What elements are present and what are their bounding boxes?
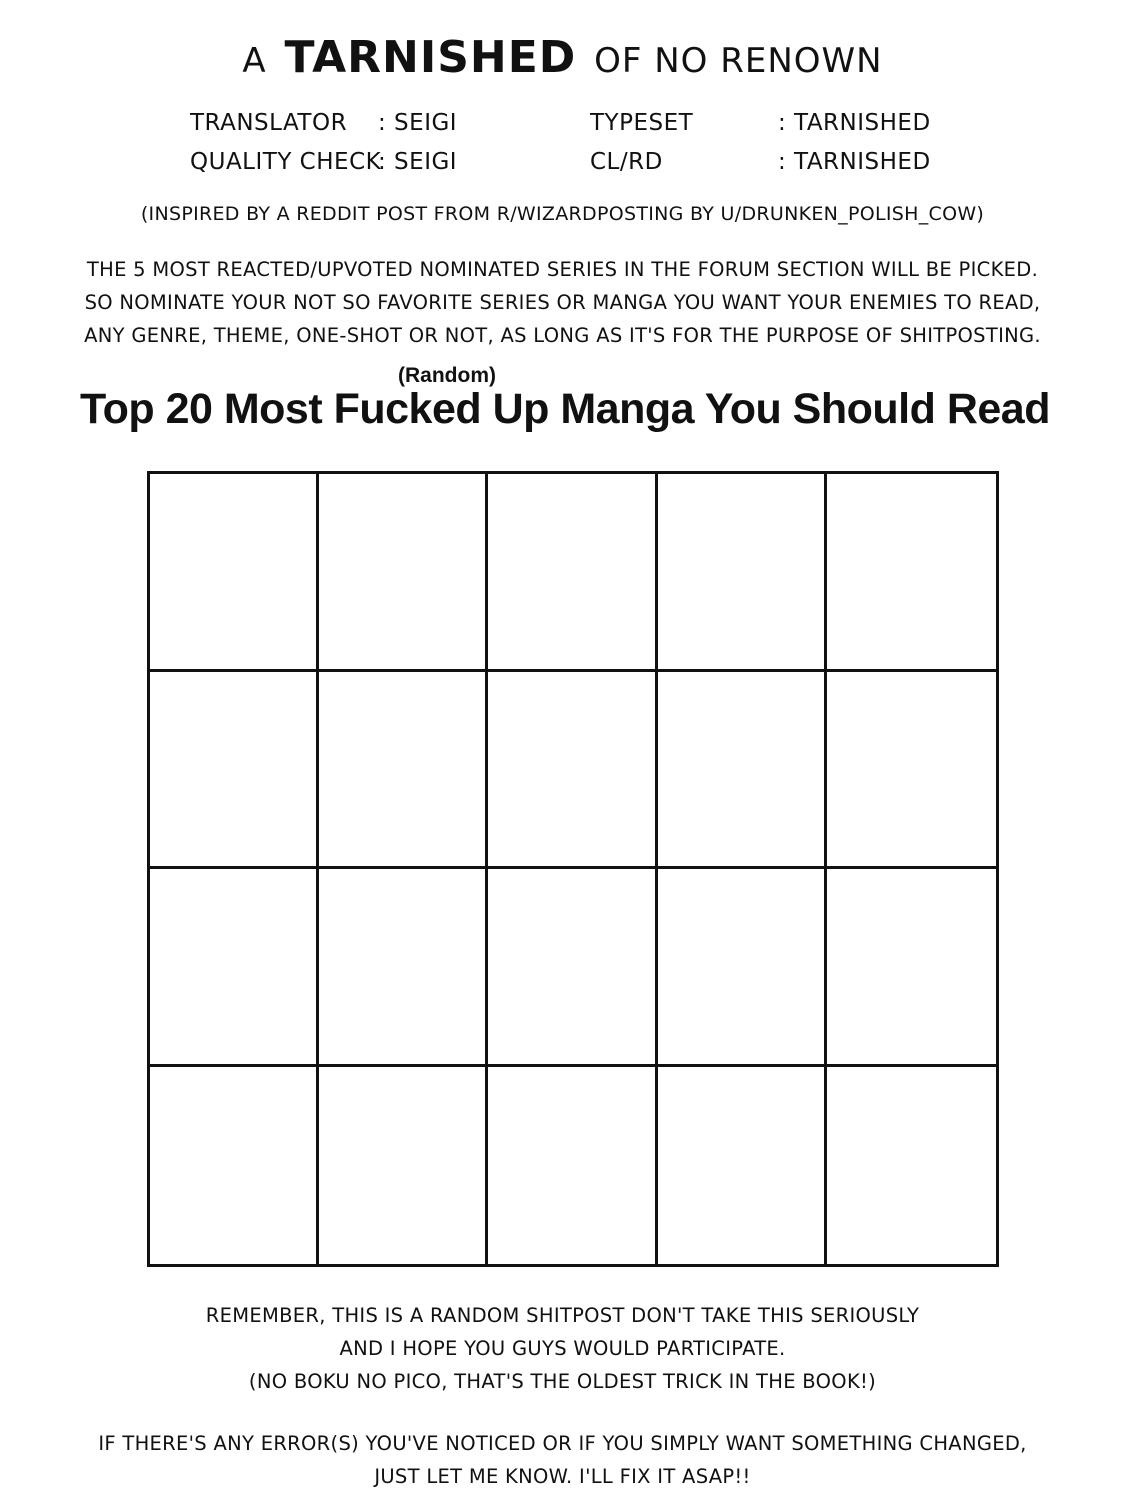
- clrd-label: CL/RD: [590, 149, 663, 175]
- grid-cell: [658, 1067, 827, 1265]
- page-title: [0, 32, 1125, 83]
- grid-cell: [658, 672, 827, 870]
- clrd-value: : TARNISHED: [778, 149, 931, 175]
- grid-cell: [488, 672, 657, 870]
- notice-line-2: SO NOMINATE YOUR NOT SO FAVORITE SERIES OR MANGA YOU WANT YOUR ENEMIES TO READ,: [84, 291, 1041, 314]
- notice-line-3: ANY GENRE, THEME, ONE-SHOT OR NOT, AS LONG AS IT'S FOR THE PURPOSE OF SHITPOSTING.: [84, 324, 1041, 347]
- quality-check-label: QUALITY CHECK: [190, 149, 382, 175]
- translator-label: TRANSLATOR: [190, 110, 348, 136]
- grid-cell: [827, 869, 996, 1067]
- grid-cell: [488, 869, 657, 1067]
- grid-cell: [150, 672, 319, 870]
- title-suffix: OF NO RENOWN: [594, 41, 883, 81]
- grid-cell: [827, 672, 996, 870]
- title-emphasis: TARNISHED: [284, 32, 577, 83]
- grid-cell: [827, 1067, 996, 1265]
- grid-cell: [319, 474, 488, 672]
- grid-cell: [827, 474, 996, 672]
- notice-line-1: THE 5 MOST REACTED/UPVOTED NOMINATED SERIES IN THE FORUM SECTION WILL BE PICKED.: [86, 258, 1039, 281]
- grid-cell: [319, 869, 488, 1067]
- grid-cell: [658, 869, 827, 1067]
- chart-title: Top 20 Most Fucked Up Manga You Should Read: [80, 385, 1050, 433]
- nomination-grid: [147, 471, 999, 1267]
- quality-check-value: : SEIGI: [378, 149, 458, 175]
- grid-cell: [150, 474, 319, 672]
- reminder-line-2: AND I HOPE YOU GUYS WOULD PARTICIPATE.: [339, 1337, 786, 1360]
- random-qualifier: (Random): [398, 364, 496, 387]
- title-prefix: A: [242, 41, 267, 81]
- typeset-label: TYPESET: [590, 110, 694, 136]
- grid-cell: [658, 474, 827, 672]
- footer-line-1: IF THERE'S ANY ERROR(S) YOU'VE NOTICED OR IF YOU SIMPLY WANT SOMETHING CHANGED,: [98, 1432, 1027, 1455]
- reminder-line-3: (NO BOKU NO PICO, THAT'S THE OLDEST TRICK IN THE BOOK!): [248, 1370, 877, 1393]
- grid-cell: [150, 869, 319, 1067]
- grid-cell: [319, 1067, 488, 1265]
- inspiration-note: (INSPIRED BY A REDDIT POST FROM R/WIZARDPOSTING BY U/DRUNKEN_POLISH_COW): [140, 203, 985, 225]
- reminder-line-1: REMEMBER, THIS IS A RANDOM SHITPOST DON'T TAKE THIS SERIOUSLY: [205, 1304, 920, 1327]
- grid-cell: [488, 1067, 657, 1265]
- translator-value: : SEIGI: [378, 110, 458, 136]
- grid-cell: [488, 474, 657, 672]
- grid-cell: [150, 1067, 319, 1265]
- typeset-value: : TARNISHED: [778, 110, 931, 136]
- grid-cell: [319, 672, 488, 870]
- footer-line-2: JUST LET ME KNOW. I'LL FIX IT ASAP!!: [374, 1465, 751, 1488]
